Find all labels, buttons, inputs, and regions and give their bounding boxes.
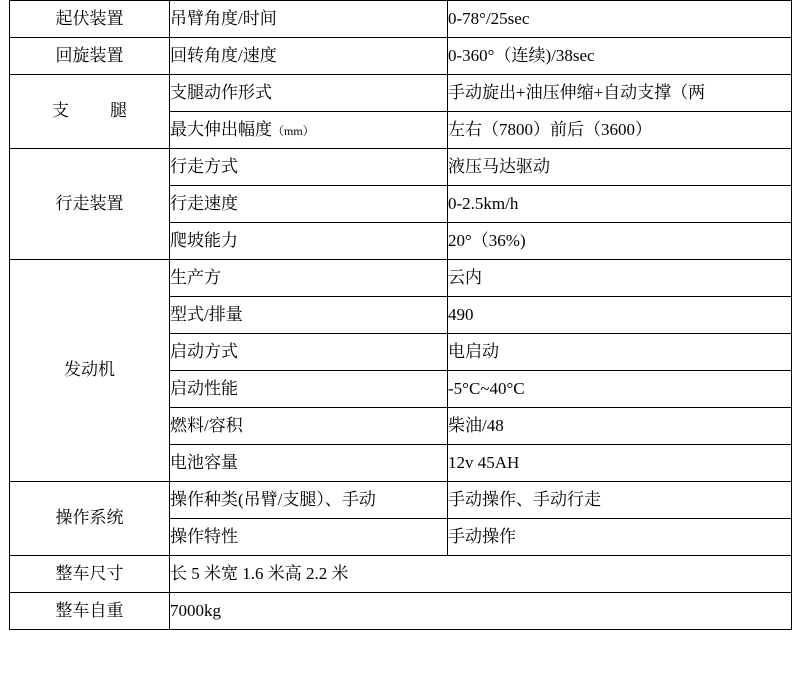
row-category: 发动机 — [10, 260, 170, 482]
row-category: 支 腿 — [10, 75, 170, 149]
table-row — [10, 556, 792, 593]
row-item: 7000kg — [170, 593, 792, 630]
row-item: 爬坡能力 — [170, 223, 448, 260]
table-row — [10, 260, 792, 297]
row-item: 支腿动作形式 — [170, 75, 448, 112]
row-category: 回旋装置 — [10, 38, 170, 75]
row-item: 操作特性 — [170, 519, 448, 556]
row-value: 电启动 — [448, 334, 792, 371]
row-category: 操作系统 — [10, 482, 170, 556]
table-row — [10, 149, 792, 186]
row-item: 启动性能 — [170, 371, 448, 408]
row-value: 0-2.5km/h — [448, 186, 792, 223]
row-value: 左右（7800）前后（3600） — [448, 112, 792, 149]
table-row — [10, 593, 792, 630]
row-value: 12v 45AH — [448, 445, 792, 482]
row-item-unit: （mm） — [272, 123, 315, 138]
row-item: 长 5 米宽 1.6 米高 2.2 米 — [170, 556, 792, 593]
row-category: 起伏装置 — [10, 1, 170, 38]
row-item-text: 最大伸出幅度（mm） — [170, 119, 315, 139]
row-item: 电池容量 — [170, 445, 448, 482]
row-value: 液压马达驱动 — [448, 149, 792, 186]
row-item: 启动方式 — [170, 334, 448, 371]
row-category: 行走装置 — [10, 149, 170, 260]
table-row — [10, 75, 792, 112]
specification-table — [9, 0, 792, 630]
table-row — [10, 482, 792, 519]
row-item: 生产方 — [170, 260, 448, 297]
row-category: 整车自重 — [10, 593, 170, 630]
row-item: 行走方式 — [170, 149, 448, 186]
row-value: 490 — [448, 297, 792, 334]
row-item: 燃料/容积 — [170, 408, 448, 445]
row-item: 回转角度/速度 — [170, 38, 448, 75]
row-item: 操作种类(吊臂/支腿）、手动 — [170, 482, 448, 519]
row-value: -5°C~40°C — [448, 371, 792, 408]
row-value: 0-78°/25sec — [448, 1, 792, 38]
row-value: 云内 — [448, 260, 792, 297]
row-value: 手动旋出+油压伸缩+自动支撑（两 — [448, 75, 792, 112]
row-item: 型式/排量 — [170, 297, 448, 334]
row-value: 20°（36%) — [448, 223, 792, 260]
row-value: 手动操作、手动行走 — [448, 482, 792, 519]
row-item — [170, 112, 448, 149]
row-item: 行走速度 — [170, 186, 448, 223]
row-value: 手动操作 — [448, 519, 792, 556]
row-value: 0-360°（连续)/38sec — [448, 38, 792, 75]
row-item: 吊臂角度/时间 — [170, 1, 448, 38]
row-category: 整车尺寸 — [10, 556, 170, 593]
table-row — [10, 38, 792, 75]
row-value: 柴油/48 — [448, 408, 792, 445]
table-row — [10, 1, 792, 38]
